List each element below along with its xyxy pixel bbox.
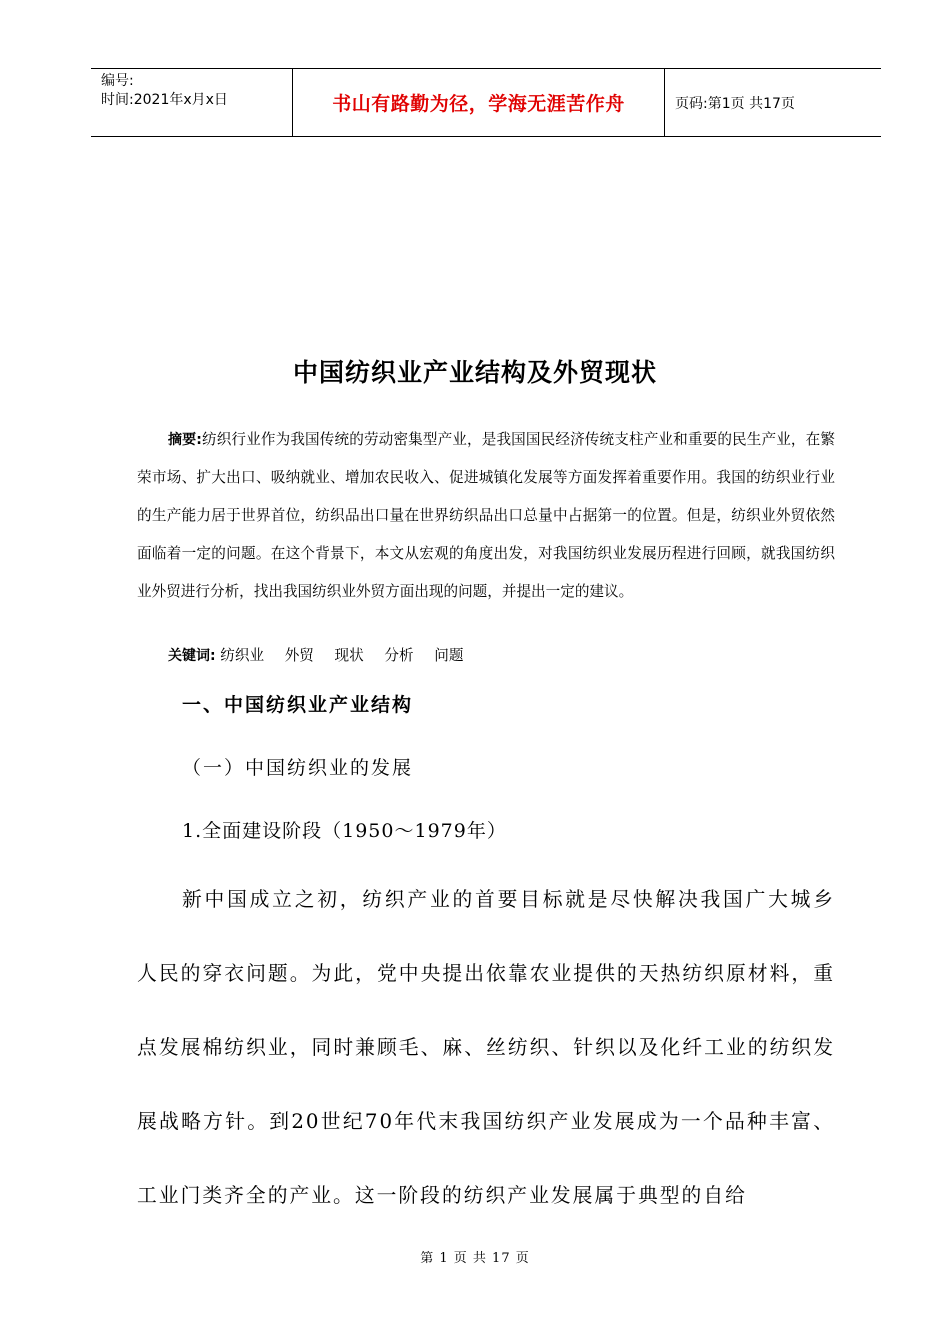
abstract-paragraph [137, 421, 835, 611]
keywords-line [168, 644, 479, 665]
keyword: 现状 [334, 647, 364, 664]
abstract-text: 纺织行业作为我国传统的劳动密集型产业，是我国国民经济传统支柱产业和重要的民生产业，在繁荣市场、扩大出口、吸纳就业、增加农民收入、促进城镇化发展等方面发挥着重要作用。我国的纺织业行业的生产能力居于世界首位，纺织品出口量在世界纺织品出口总量中占据第一的位置。但是，纺织业外贸依然面临着一定的问题。在这个背景下，本文从宏观的角度出发，对我国纺织业发展历程进行回顾，就我国纺织业外贸进行分析，找出我国纺织业外贸方面出现的问题，并提出一定的建议。 [137, 431, 835, 600]
section-heading: 一、中国纺织业产业结构 [182, 694, 414, 716]
page-header [91, 68, 881, 137]
subsection-heading: （一）中国纺织业的发展 [182, 757, 414, 779]
header-page-number: 页码:第1页 共17页 [675, 96, 795, 112]
serial-number-label: 编号: [101, 73, 134, 89]
header-meta [101, 72, 291, 110]
keywords-label: 关键词: [168, 648, 216, 664]
body-paragraph: 新中国成立之初，纺织产业的首要目标就是尽快解决我国广大城乡人民的穿衣问题。为此，党中央提出依靠农业提供的天热纺织原材料，重点发展棉纺织业，同时兼顾毛、麻、丝纺织、针织以及化纤工业的纺织发展战略方针。到20世纪70年代末我国纺织产业发展成为一个品种丰富、工业门类齐全的产业。这一阶段的纺织产业发展属于典型的自给 [137, 888, 835, 1207]
page-footer: 第 1 页 共 17 页 [420, 1251, 530, 1266]
abstract-label: 摘要: [168, 432, 202, 448]
keyword: 分析 [384, 647, 414, 664]
keyword: 问题 [434, 647, 464, 664]
keyword: 纺织业 [220, 647, 265, 664]
keyword: 外贸 [284, 647, 314, 664]
header-divider [664, 69, 665, 136]
date-label: 时间:2021年x月x日 [101, 92, 228, 108]
document-title: 中国纺织业产业结构及外贸现状 [292, 358, 657, 387]
header-motto: 书山有路勤为径，学海无涯苦作舟 [332, 93, 625, 115]
stage-heading: 1.全面建设阶段（1950～1979年） [182, 820, 507, 842]
